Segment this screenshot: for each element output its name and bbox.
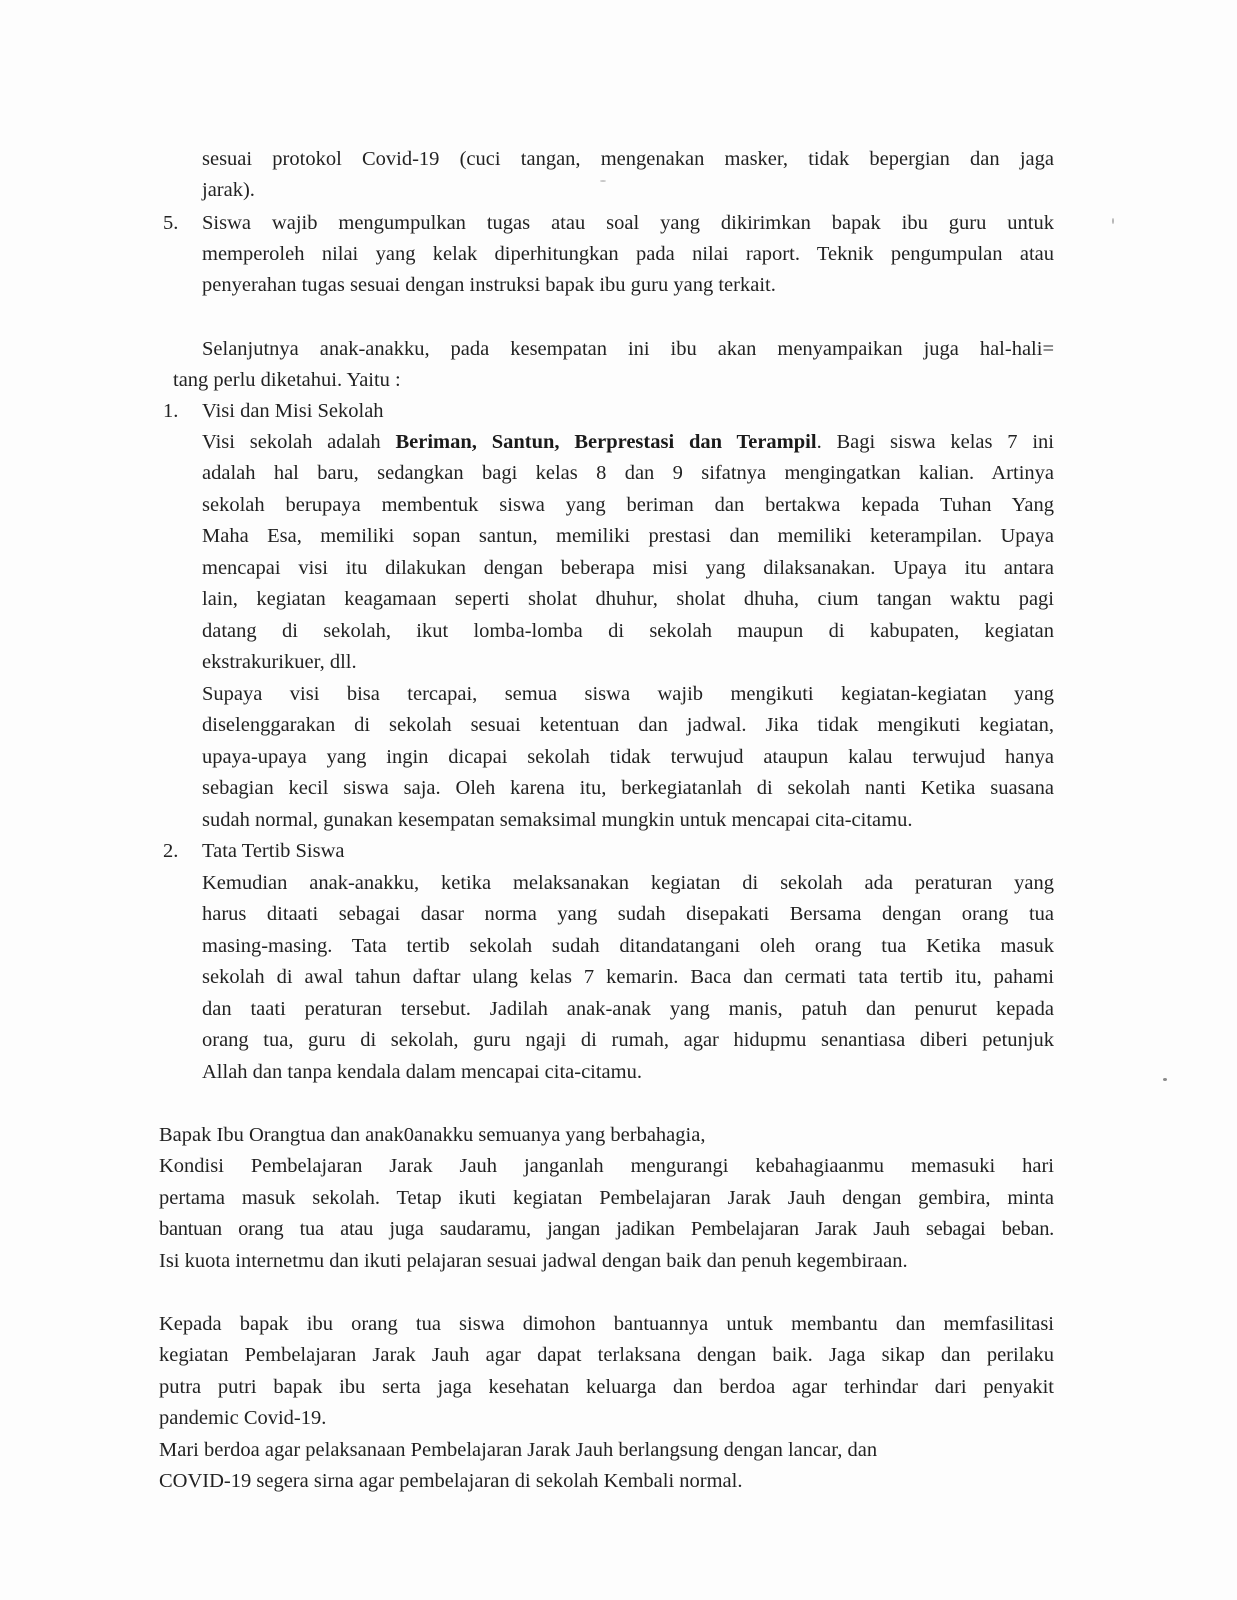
section-line: dan taati peraturan tersebut. Jadilah anak-anak yang manis, patuh dan penurut kepada — [202, 998, 1054, 1020]
list-item-line: memperoleh nilai yang kelak diperhitungkan pada nilai raport. Teknik pengumpulan atau — [202, 243, 1054, 265]
section-line: Visi sekolah adalah Beriman, Santun, Berprestasi dan Terampil. Bagi siswa kelas 7 ini — [202, 431, 1055, 453]
section-line: datang di sekolah, ikut lomba-lomba di sekolah maupun di kabupaten, kegiatan — [202, 620, 1054, 642]
closing-line: COVID-19 segera sirna agar pembelajaran di sekolah Kembali normal. — [159, 1470, 743, 1492]
section-line: lain, kegiatan keagamaan seperti sholat dhuhur, sholat dhuha, cium tangan waktu pagi — [202, 588, 1054, 610]
intro-line: Selanjutnya anak-anakku, pada kesempatan ini ibu akan menyampaikan juga hal-hali= — [202, 338, 1054, 360]
closing-line: putra putri bapak ibu serta jaga kesehatan keluarga dan berdoa agar terhindar dari penyakit — [159, 1376, 1054, 1398]
closing-line: Bapak Ibu Orangtua dan anak0anakku semuanya yang berbahagia, — [159, 1124, 706, 1146]
section-line: sebagian kecil siswa saja. Oleh karena itu, berkegiatanlah di sekolah nanti Ketika suasana — [202, 777, 1054, 799]
section-line: adalah hal baru, sedangkan bagi kelas 8 dan 9 sifatnya mengingatkan kalian. Artinya — [202, 462, 1054, 484]
vision-statement: Beriman, Santun, Berprestasi dan Terampil — [395, 431, 817, 453]
section-title: Visi dan Misi Sekolah — [202, 400, 384, 422]
section-line: sekolah di awal tahun daftar ulang kelas 7 kemarin. Baca dan cermati tata tertib itu, pahami — [202, 966, 1054, 988]
section-title: Tata Tertib Siswa — [202, 840, 345, 862]
section-line: Kemudian anak-anakku, ketika melaksanakan kegiatan di sekolah ada peraturan yang — [202, 872, 1054, 894]
closing-line: pertama masuk sekolah. Tetap ikuti kegiatan Pembelajaran Jarak Jauh dengan gembira, minta — [159, 1187, 1054, 1209]
closing-line: bantuan orang tua atau juga saudaramu, jangan jadikan Pembelajaran Jarak Jauh sebagai beban. — [159, 1218, 1054, 1240]
section-line: mencapai visi itu dilakukan dengan beberapa misi yang dilaksanakan. Upaya itu antara — [202, 557, 1054, 579]
section-line: Maha Esa, memiliki sopan santun, memiliki prestasi dan memiliki keterampilan. Upaya — [202, 525, 1054, 547]
section-line: sudah normal, gunakan kesempatan semaksimal mungkin untuk mencapai cita-citamu. — [202, 809, 913, 831]
section-line: masing-masing. Tata tertib sekolah sudah ditandatangani oleh orang tua Ketika masuk — [202, 935, 1054, 957]
scan-speck — [1112, 218, 1114, 224]
closing-line: Isi kuota internetmu dan ikuti pelajaran sesuai jadwal dengan baik dan penuh kegembiraan. — [159, 1250, 908, 1272]
closing-line: kegiatan Pembelajaran Jarak Jauh agar dapat terlaksana dengan baik. Jaga sikap dan perilaku — [159, 1344, 1054, 1366]
section-line: diselenggarakan di sekolah sesuai ketentuan dan jadwal. Jika tidak mengikuti kegiatan, — [202, 714, 1054, 736]
section-line: upaya-upaya yang ingin dicapai sekolah tidak terwujud ataupun kalau terwujud hanya — [202, 746, 1054, 768]
section-number: 2. — [163, 840, 179, 862]
continuation-line: sesuai protokol Covid-19 (cuci tangan, mengenakan masker, tidak bepergian dan jaga — [202, 148, 1054, 170]
scan-speck — [600, 180, 606, 182]
list-item-line: penyerahan tugas sesuai dengan instruksi bapak ibu guru yang terkait. — [202, 274, 776, 296]
list-item-line: Siswa wajib mengumpulkan tugas atau soal yang dikirimkan bapak ibu guru untuk — [202, 212, 1054, 234]
continuation-line: jarak). — [202, 179, 255, 201]
section-line: Supaya visi bisa tercapai, semua siswa wajib mengikuti kegiatan-kegiatan yang — [202, 683, 1054, 705]
closing-line: Kondisi Pembelajaran Jarak Jauh janganlah mengurangi kebahagiaanmu memasuki hari — [159, 1155, 1054, 1177]
scan-speck — [1163, 1078, 1167, 1081]
list-number: 5. — [163, 212, 179, 234]
section-line: Allah dan tanpa kendala dalam mencapai cita-citamu. — [202, 1061, 642, 1083]
section-line: harus ditaati sebagai dasar norma yang sudah disepakati Bersama dengan orang tua — [202, 903, 1054, 925]
section-line: sekolah berupaya membentuk siswa yang beriman dan bertakwa kepada Tuhan Yang — [202, 494, 1054, 516]
section-line: orang tua, guru di sekolah, guru ngaji di rumah, agar hidupmu senantiasa diberi petunjuk — [202, 1029, 1054, 1051]
section-number: 1. — [163, 400, 179, 422]
closing-line: Mari berdoa agar pelaksanaan Pembelajaran Jarak Jauh berlangsung dengan lancar, dan — [159, 1439, 878, 1461]
intro-line: tang perlu diketahui. Yaitu : — [173, 369, 401, 391]
closing-line: Kepada bapak ibu orang tua siswa dimohon bantuannya untuk membantu dan memfasilitasi — [159, 1313, 1054, 1335]
section-line: ekstrakurikuer, dll. — [202, 651, 357, 673]
closing-line: pandemic Covid-19. — [159, 1407, 327, 1429]
